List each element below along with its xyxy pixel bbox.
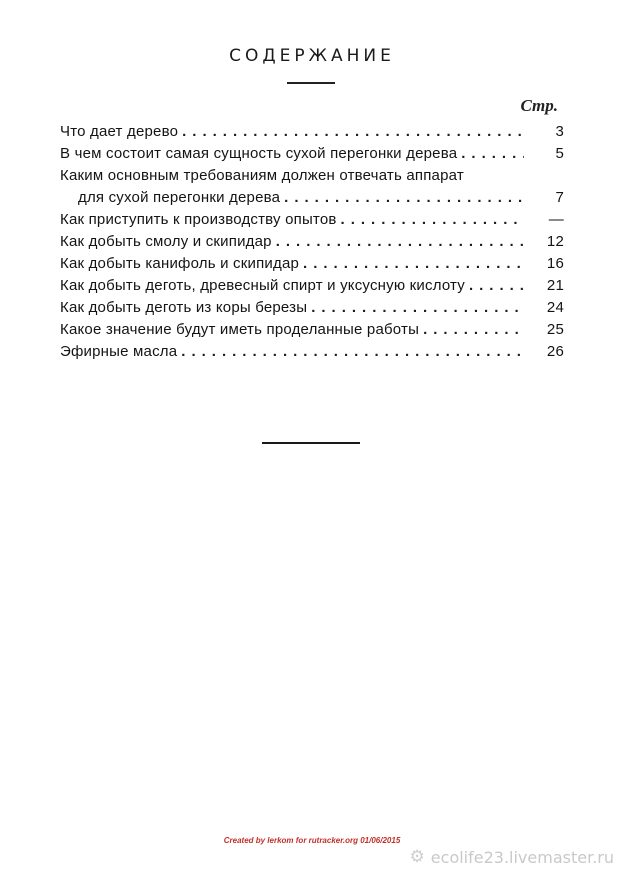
toc-entry-title: Какое значение будут иметь проделанные работы xyxy=(60,321,420,338)
toc-entry-page: 16 xyxy=(546,255,564,272)
scan-credit: Created by lerkom for rutracker.org 01/06/2015 xyxy=(223,836,401,845)
toc-entry-title: Как добыть деготь, древесный спирт и уксусную кислоту xyxy=(60,277,465,294)
toc-leader-dots xyxy=(284,187,524,209)
toc-entry-page: 26 xyxy=(546,343,564,360)
toc-entry xyxy=(60,319,564,341)
toc-entry-page: 3 xyxy=(555,123,564,140)
toc-entry-title: Как приступить к производству опытов xyxy=(60,211,337,228)
toc-entry xyxy=(60,253,564,275)
toc-leader-dots xyxy=(182,121,524,143)
toc-entry xyxy=(60,297,564,319)
toc-entry-page: 12 xyxy=(546,233,564,250)
toc-entry-page: 7 xyxy=(555,189,564,206)
toc-entry xyxy=(60,341,564,363)
toc-entry xyxy=(60,121,564,143)
toc-entry-title: Эфирные масла xyxy=(60,343,178,360)
page-column-label: Стр. xyxy=(520,96,558,115)
section-end-divider xyxy=(262,442,360,444)
toc-entry-title: Как добыть деготь из коры березы xyxy=(60,299,308,316)
gear-icon: ⚙ xyxy=(409,847,425,867)
toc-entry-page: 21 xyxy=(546,277,564,294)
toc-leader-dots xyxy=(423,319,524,341)
toc-entry-page: 24 xyxy=(546,299,564,316)
toc-leader-dots xyxy=(181,341,524,363)
toc-leader-dots xyxy=(461,143,524,165)
toc-entry xyxy=(60,231,564,253)
toc-entry-title: Каким основным требованиям должен отвечать аппарат xyxy=(60,167,464,184)
toc-leader-dots xyxy=(469,275,524,297)
toc-entry-page: 5 xyxy=(555,145,564,162)
toc-entry xyxy=(60,209,564,231)
toc-entry xyxy=(60,165,564,209)
watermark-text: ecolife23.livemaster.ru xyxy=(430,847,614,867)
toc-entry-page: — xyxy=(548,211,564,228)
page-title: СОДЕРЖАНИЕ xyxy=(229,46,395,66)
title-divider xyxy=(287,82,335,84)
toc-entry xyxy=(60,143,564,165)
toc-entry xyxy=(60,275,564,297)
toc-entry-title: Как добыть смолу и скипидар xyxy=(60,233,272,250)
toc-leader-dots xyxy=(341,209,524,231)
watermark xyxy=(410,847,614,867)
toc-entry-title: Как добыть канифоль и скипидар xyxy=(60,255,300,272)
toc-entry-title: Что дает дерево xyxy=(60,123,179,140)
toc-entry-title-continued: для сухой перегонки дерева xyxy=(78,189,281,206)
toc-entry-page: 25 xyxy=(546,321,564,338)
toc-leader-dots xyxy=(303,253,524,275)
toc-entry-title: В чем состоит самая сущность сухой перегонки дерева xyxy=(60,145,458,162)
toc-leader-dots xyxy=(311,297,524,319)
toc-leader-dots xyxy=(276,231,524,253)
table-of-contents xyxy=(60,121,564,363)
